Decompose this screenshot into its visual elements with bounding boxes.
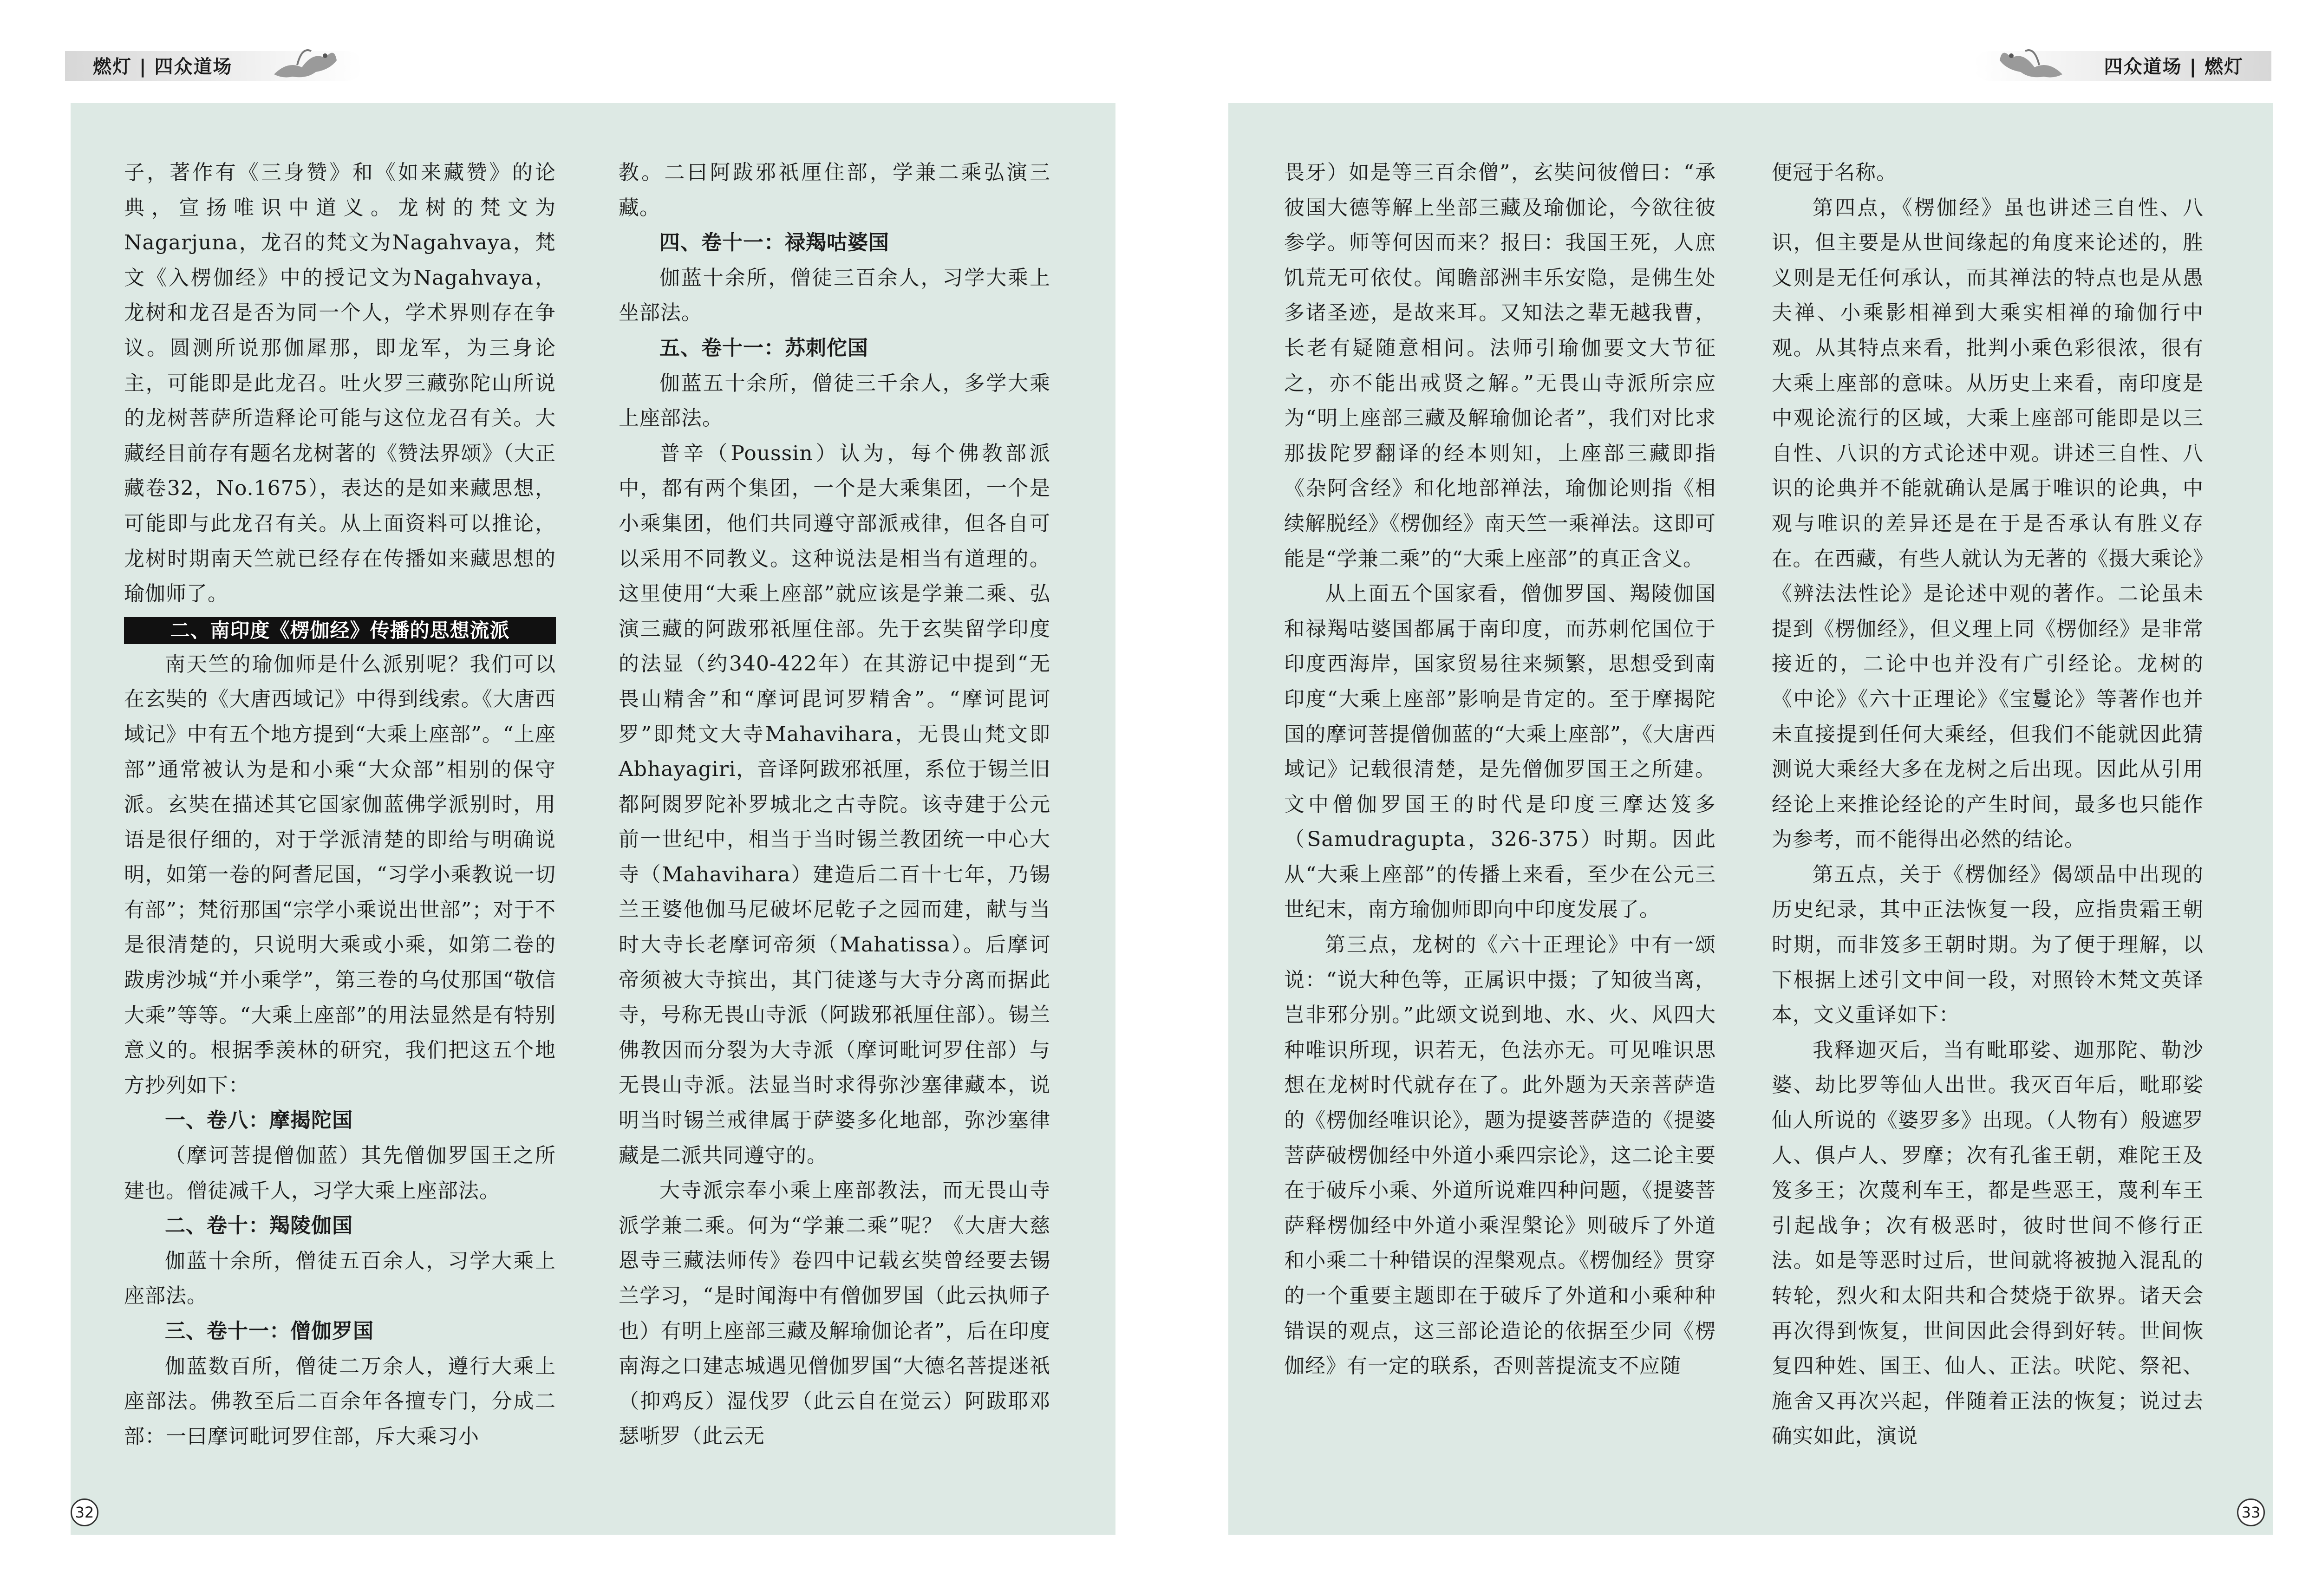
paragraph: 伽蓝十余所，僧徒三百余人，习学大乘上坐部法。 xyxy=(619,266,1050,325)
dragon-emblem-icon xyxy=(1997,33,2067,84)
paragraph: 伽蓝十余所，僧徒五百余人，习学大乘上座部法。 xyxy=(124,1249,556,1308)
paragraph: （摩诃菩提僧伽蓝）其先僧伽罗国王之所建也。僧徒减千人，习学大乘上座部法。 xyxy=(124,1144,556,1203)
paragraph: 大寺派宗奉小乘上座部教法，而无畏山寺派学兼二乘。何为“学兼二乘”呢？《大唐大慈恩寺三藏法师传》卷四中记载玄奘曾经要去锡兰学习，“是时闻海中有僧伽罗国（此云执师子也）有明上座部三藏及解瑜伽论者”，后在印度南海之口建志城遇见僧伽罗国“大德名菩提迷祇（抑鸡反）湿伐罗（此云自在觉云）阿跋耶邓瑟哳罗（此云无 xyxy=(619,1179,1050,1448)
paragraph: 我释迦灭后，当有毗耶娑、迦那陀、勒沙婆、劫比罗等仙人出世。我灭百年后，毗耶娑仙人所说的《婆罗多》出现。（人物有）般遮罗人、俱卢人、罗摩；次有孔雀王朝，难陀王及笈多王；次蔑利车王，都是些恶王，蔑利车王引起战争；次有极恶时，彼时世间不修行正法。如是等恶时过后，世间就将被抛入混乱的转轮，烈火和太阳共和合焚烧于欲界。诸天会再次得到恢复，世间因此会得到好转。世间恢复四种姓、国王、仙人、正法。吠陀、祭祀、施舍又再次兴起，伴随着正法的恢复；说过去确实如此，演说 xyxy=(1772,1038,2204,1448)
paragraph: 从上面五个国家看，僧伽罗国、羯陵伽国和禄羯咕婆国都属于南印度，而苏刺佗国位于印度西海岸，国家贸易往来频繁，思想受到南印度“大乘上座部”影响是肯定的。至于摩揭陀国的摩诃菩提僧伽蓝的“大乘上座部”，《大唐西域记》记载很清楚，是先僧伽罗国王之所建。文中僧伽罗国王的时代是印度三摩达笈多（Samudragupta，326-375）时期。因此从“大乘上座部”的传播上来看，至少在公元三世纪末，南方瑜伽师即向中印度发展了。 xyxy=(1284,582,1716,922)
paragraph: 伽蓝数百所，僧徒二万余人，遵行大乘上座部法。佛教至后二百余年各擅专门，分成二部：一曰摩诃毗诃罗住部，斥大乘习小 xyxy=(124,1354,556,1448)
page-right xyxy=(1228,103,2273,1535)
page-number: 33 xyxy=(2237,1498,2265,1526)
column xyxy=(1284,155,1716,1384)
page-left xyxy=(71,103,1115,1535)
subsection-heading: 四、卷十一：禄羯咕婆国 xyxy=(659,231,889,255)
subsection-heading: 三、卷十一：僧伽罗国 xyxy=(165,1319,374,1343)
column xyxy=(1772,155,2204,1454)
paragraph: 第四点，《楞伽经》虽也讲述三自性、八识，但主要是从世间缘起的角度来论述的，胜义则是无任何承认，而其禅法的特点也是从愚夫禅、小乘影相禅到大乘实相禅的瑜伽行中观。从其特点来看，批判小乘色彩很浓，很有大乘上座部的意味。从历史上来看，南印度是中观论流行的区域，大乘上座部可能即是以三自性、八识的方式论述中观。讲述三自性、八识的论典并不能就确认是属于唯识的论典，中观与唯识的差异还是在于是否承认有胜义存在。在西藏，有些人就认为无著的《摄大乘论》《辨法法性论》是论述中观的著作。二论虽未提到《楞伽经》，但义理上同《楞伽经》是非常接近的，二论中也并没有广引经论。龙树的《中论》《六十正理论》《宝鬘论》等著作也并未直接提到任何大乘经，但我们不能就因此猜测说大乘经大多在龙树之后出现。因此从引用经论上来推论经论的产生时间，最多也只能作为参考，而不能得出必然的结论。 xyxy=(1772,195,2204,852)
paragraph: 子，著作有《三身赞》和《如来藏赞》的论典，宣扬唯识中道义。龙树的梵文为Nagarjuna，龙召的梵文为Nagahvaya，梵文《入楞伽经》中的授记文为Nagahvaya，龙树和龙召是否为同一个人，学术界则存在争议。圆测所说那伽犀那，即龙军，为三身论主，可能即是此龙召。吐火罗三藏弥陀山所说的龙树菩萨所造释论可能与这位龙召有关。大藏经目前存有题名龙树著的《赞法界颂》（大正藏卷32，No.1675），表达的是如来藏思想，可能即与此龙召有关。从上面资料可以推论，龙树时期南天竺就已经存在传播如来藏思想的瑜伽师了。 xyxy=(124,161,556,606)
dragon-emblem-icon xyxy=(269,33,339,84)
page-number: 32 xyxy=(71,1498,98,1526)
paragraph: 普辛（Poussin）认为，每个佛教部派中，都有两个集团，一个是大乘集团，一个是小乘集团，他们共同遵守部派戒律，但各自可以采用不同教义。这种说法是相当有道理的。这里使用“大乘上座部”就应该是学兼二乘、弘演三藏的阿跋邪祇厘住部。先于玄奘留学印度的法显（约340-422年）在其游记中提到“无畏山精舍”和“摩诃毘诃罗精舍”。“摩诃毘诃罗”即梵文大寺Mahavihara，无畏山梵文即Abhayagiri，音译阿跋邪祇厘，系位于锡兰旧都阿閦罗陀补罗城北之古寺院。该寺建于公元前一世纪中，相当于当时锡兰教团统一中心大寺（Mahavihara）建造后二百十七年，乃锡兰王婆他伽马尼破坏尼乾子之园而建，献与当时大寺长老摩诃帝须（Mahatissa）。后摩诃帝须被大寺摈出，其门徒遂与大寺分离而据此寺，号称无畏山寺派（阿跋邪祇厘住部）。锡兰佛教因而分裂为大寺派（摩诃毗诃罗住部）与无畏山寺派。法显当时求得弥沙塞律藏本，说明当时锡兰戒律属于萨婆多化地部，弥沙塞律藏是二派共同遵守的。 xyxy=(619,441,1050,1167)
column xyxy=(124,155,556,1454)
paragraph: 第三点，龙树的《六十正理论》中有一颂说：“说大种色等，正属识中摄；了知彼当离，岂非邪分别。”此颂文说到地、水、火、风四大种唯识所现，识若无，色法亦无。可见唯识思想在龙树时代就存在了。此外题为天亲菩萨造的《楞伽经唯识论》，题为提婆菩萨造的《提婆菩萨破楞伽经中外道小乘四宗论》，这二论主要在于破斥小乘、外道所说难四种问题，《提婆菩萨释楞伽经中外道小乘涅槃论》则破斥了外道和小乘二十种错误的涅槃观点。《楞伽经》贯穿的一个重要主题即在于破斥了外道和小乘种种错误的观点，这三部论造论的依据至少同《楞伽经》有一定的联系，否则菩提流支不应随 xyxy=(1284,933,1716,1378)
paragraph: 南天竺的瑜伽师是什么派别呢？我们可以在玄奘的《大唐西域记》中得到线索。《大唐西域记》中有五个地方提到“大乘上座部”。“上座部”通常被认为是和小乘“大众部”相别的保守派。玄奘在描述其它国家伽蓝佛学派别时，用语是很仔细的，对于学派清楚的即给与明确说明，如第一卷的阿耆尼国，“习学小乘教说一切有部”；梵衍那国“宗学小乘说出世部”；对于不是很清楚的，只说明大乘或小乘，如第二卷的跋虏沙城“并小乘学”，第三卷的乌仗那国“敬信大乘”等等。“大乘上座部”的用法显然是有特别意义的。根据季羡林的研究，我们把这五个地方抄列如下： xyxy=(124,652,556,1097)
header-title: 燃灯 | 四众道场 xyxy=(93,56,233,78)
paragraph: 第五点，关于《楞伽经》偈颂品中出现的历史纪录，其中正法恢复一段，应指贵霜王朝时期，而非笈多王朝时期。为了便于理解，以下根据上述引文中间一段，对照铃木梵文英译本，文义重译如下： xyxy=(1772,862,2204,1027)
paragraph: 伽蓝五十余所，僧徒三千余人，多学大乘上座部法。 xyxy=(619,371,1050,430)
header-right xyxy=(1900,33,2271,93)
subsection-heading: 二、卷十：羯陵伽国 xyxy=(165,1214,353,1238)
header-title: 四众道场 | 燃灯 xyxy=(2104,56,2244,78)
paragraph: 教。二曰阿跋邪祇厘住部，学兼二乘弘演三藏。 xyxy=(619,161,1050,220)
subsection-heading: 一、卷八：摩揭陀国 xyxy=(165,1108,353,1133)
section-heading: 二、南印度《楞伽经》传播的思想流派 xyxy=(124,617,556,644)
header-left xyxy=(65,33,437,93)
subsection-heading: 五、卷十一：苏刺佗国 xyxy=(659,336,868,360)
paragraph: 畏牙）如是等三百余僧”，玄奘问彼僧曰：“承彼国大德等解上坐部三藏及瑜伽论，今欲往彼参学。师等何因而来？报曰：我国王死，人庶饥荒无可依仗。闻瞻部洲丰乐安隐，是佛生处多诸圣迹，是故来耳。又知法之辈无越我曹，长老有疑随意相问。法师引瑜伽要文大节征之，亦不能出戒贤之解。”无畏山寺派所宗应为“明上座部三藏及解瑜伽论者”，我们对比求那拔陀罗翻译的经本则知，上座部三藏即指《杂阿含经》和化地部禅法，瑜伽论则指《相续解脱经》《楞伽经》南天竺一乘禅法。这即可能是“学兼二乘”的“大乘上座部”的真正含义。 xyxy=(1284,161,1716,571)
paragraph: 便冠于名称。 xyxy=(1772,161,1897,184)
column xyxy=(619,155,1050,1454)
